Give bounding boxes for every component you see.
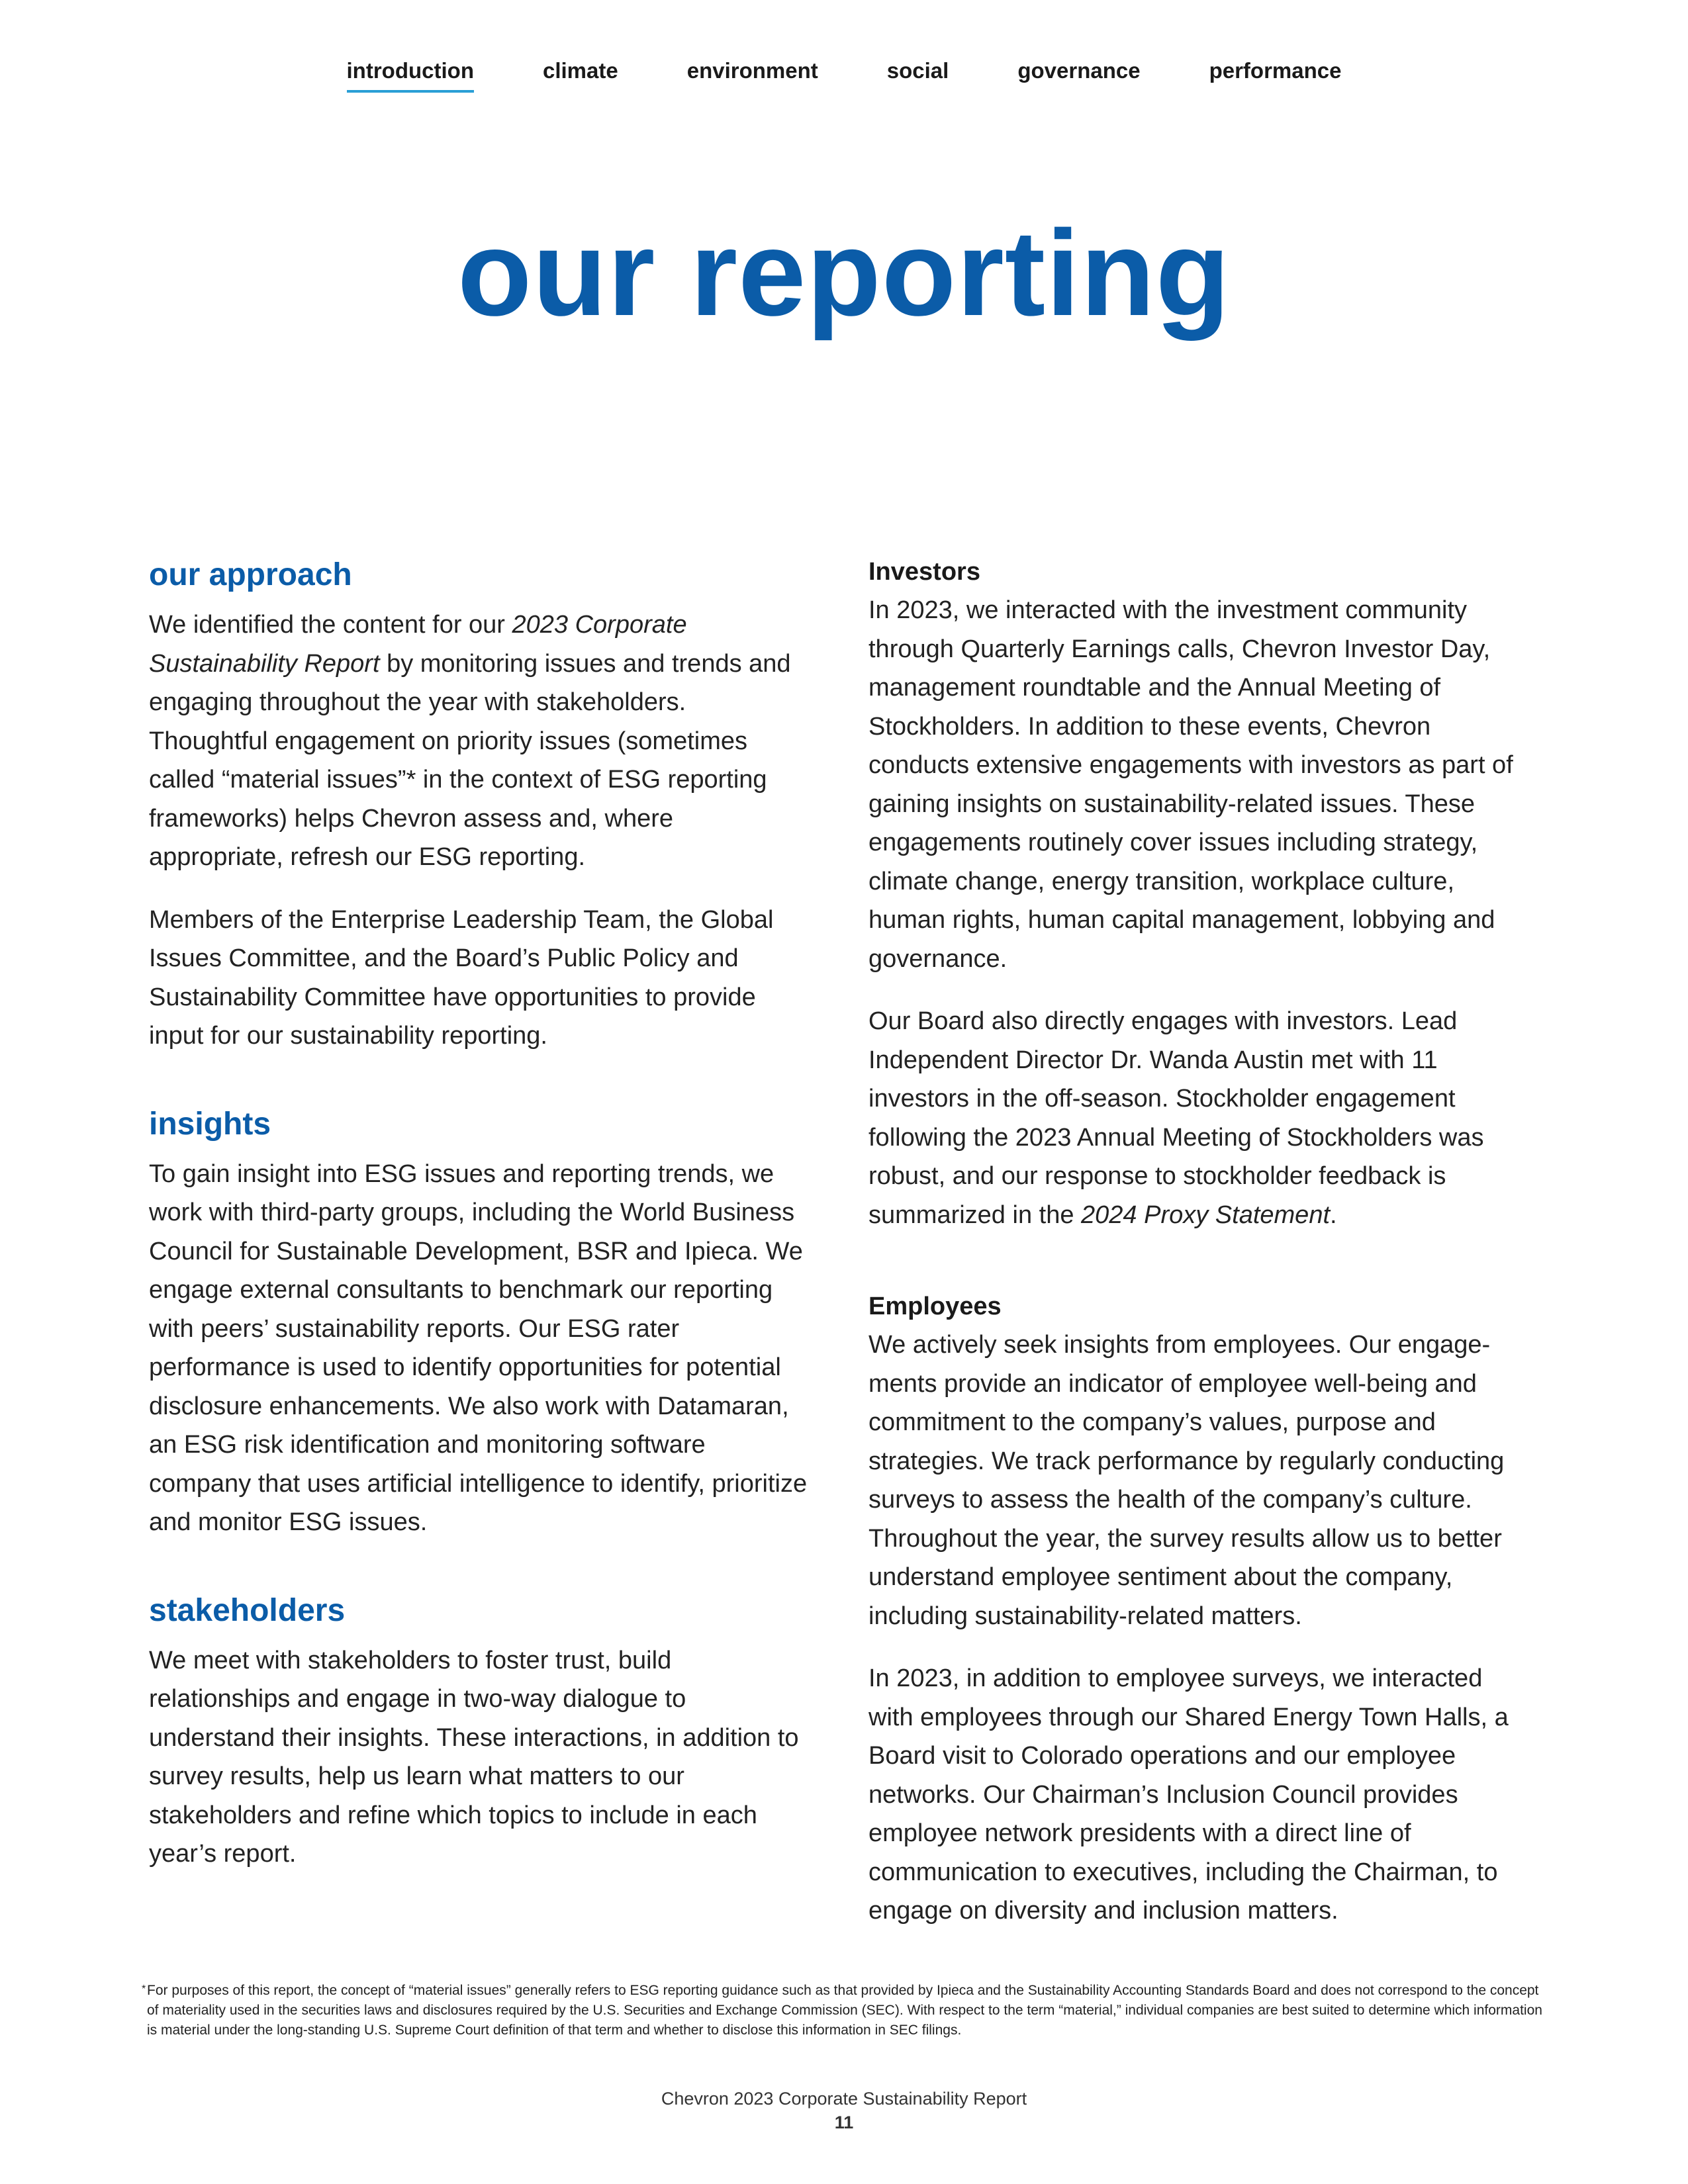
stakeholders-paragraph: We meet with stakeholders to foster trust, build relationships and engage in two-way dialogue to understand their insights. These interactions, in addition to survey results, help us learn what matters to our stakeholders and refine which topics to include in each year’s report.	[149, 1646, 799, 1868]
insights-heading: insights	[149, 1106, 271, 1142]
report-title-emphasis: 2023 Corporate Sustainability Report	[149, 611, 687, 678]
investors-p2-end: .	[1330, 1201, 1337, 1229]
nav-tab-governance[interactable]: governance	[1017, 58, 1141, 83]
employees-paragraph-2: In 2023, in addition to employee surveys, we interacted with employees through our Shared Energy Town Halls, a Board visit to Colorado operations and our employee networks. Our Chairman’s Inclusion Council provides employee network presidents with a direct line of communication to executives, including the Chairman, to engage on diversity and inclusion matters.	[868, 1664, 1509, 1925]
investors-paragraph-2	[868, 1002, 1530, 1234]
footnote-text: For purposes of this report, the concept of “material issues” generally refers to ESG reporting guidance such as that provided by Ipieca and the Sustainability Accounting Standards Board and does not correspond to the concept of materiality used in the securities laws and disclosures required by the U.S. Securities and Exchange Commission (SEC). With respect to the term “material,” individual companies are best suited to determine which information is material under the long-standing U.S. Supreme Court definition of that term and whether to disclose this information in SEC filings.	[147, 1983, 1542, 2038]
top-navigation	[0, 58, 1688, 93]
nav-tab-introduction[interactable]: introduction	[347, 58, 474, 93]
approach-p1-end: by monitoring issues and trends and engaging throughout the year with stakeholders. Thoughtful engagement on priority issues (sometimes called “material issues”* in the context of ESG reporting frameworks) helps Chevron assess and, where appropriate, refresh our ESG reporting.	[149, 649, 791, 871]
nav-tab-environment[interactable]: environment	[686, 58, 818, 83]
employees-paragraph-1: We actively seek insights from employees. Our engagements provide an indicator of employee well-being and commitment to the company’s values, purpose and strategies. We track performance by regularly conducting surveys to assess the health of the company’s culture. Throughout the year, the survey results allow us to better understand employee sentiment about the company, including sustainability-related matters.	[868, 1331, 1505, 1630]
left-column	[149, 553, 824, 1897]
proxy-statement-emphasis: 2024 Proxy Statement	[1081, 1201, 1331, 1229]
nav-tab-social[interactable]: social	[886, 58, 949, 83]
page-number: 11	[834, 2113, 854, 2132]
approach-p1-start: We identified the content for our	[149, 611, 512, 639]
right-column	[868, 553, 1544, 1954]
nav-tab-performance[interactable]: performance	[1209, 58, 1342, 83]
investors-p2-start: Our Board also directly engages with investors. Lead Independent Director Dr. Wanda Austin met with 11 investors in the off-season. Stockholder engagement following the 2023 Annual Meeting of Stockholders was robust, and our response to stockholder feedback is summarized in the	[868, 1007, 1484, 1229]
footnote	[142, 1981, 1544, 2040]
approach-heading: our approach	[149, 557, 352, 592]
employees-heading: Employees	[868, 1293, 1002, 1320]
page-title: our reporting	[457, 205, 1231, 341]
investors-paragraph-1: In 2023, we interacted with the investment community through Quarterly Earnings calls, Chevron Investor Day, management roundtable and the Annual Meeting of Stockholders. In addition to these events, Chevron conducts extensive engagements with investors as part of gaining insights on sustainability-related issues. These engagements routinely cover issues including strategy, climate change, energy transition, workplace culture, human rights, human capital management, lobbying and governance.	[868, 596, 1513, 973]
stakeholders-heading: stakeholders	[149, 1592, 346, 1628]
approach-paragraph-2: Members of the Enterprise Leadership Team, the Global Issues Committee, and the Board’s Public Policy and Sustainability Committee have opportunities to provide input for our sustainability reporting.	[149, 905, 774, 1050]
page-footer	[0, 2087, 1688, 2134]
insights-paragraph: To gain insight into ESG issues and reporting trends, we work with third-party groups, including the World Business Council for Sustainable Development, BSR and Ipieca. We engage external consultants to benchmark our reporting with peers’ sustainability reports. Our ESG rater performance is used to identify opportunities for potential disclosure enhancements. We also work with Datamaran, an ESG risk identification and monitoring software company that uses artificial intelligence to identify, prioritize and monitor ESG issues.	[149, 1160, 808, 1536]
footnote-asterisk: *	[142, 1983, 146, 1995]
investors-heading: Investors	[868, 558, 980, 586]
approach-paragraph-1	[149, 606, 811, 877]
nav-tab-climate[interactable]: climate	[542, 58, 618, 83]
footer-report-name: Chevron 2023 Corporate Sustainability Report	[661, 2089, 1027, 2109]
